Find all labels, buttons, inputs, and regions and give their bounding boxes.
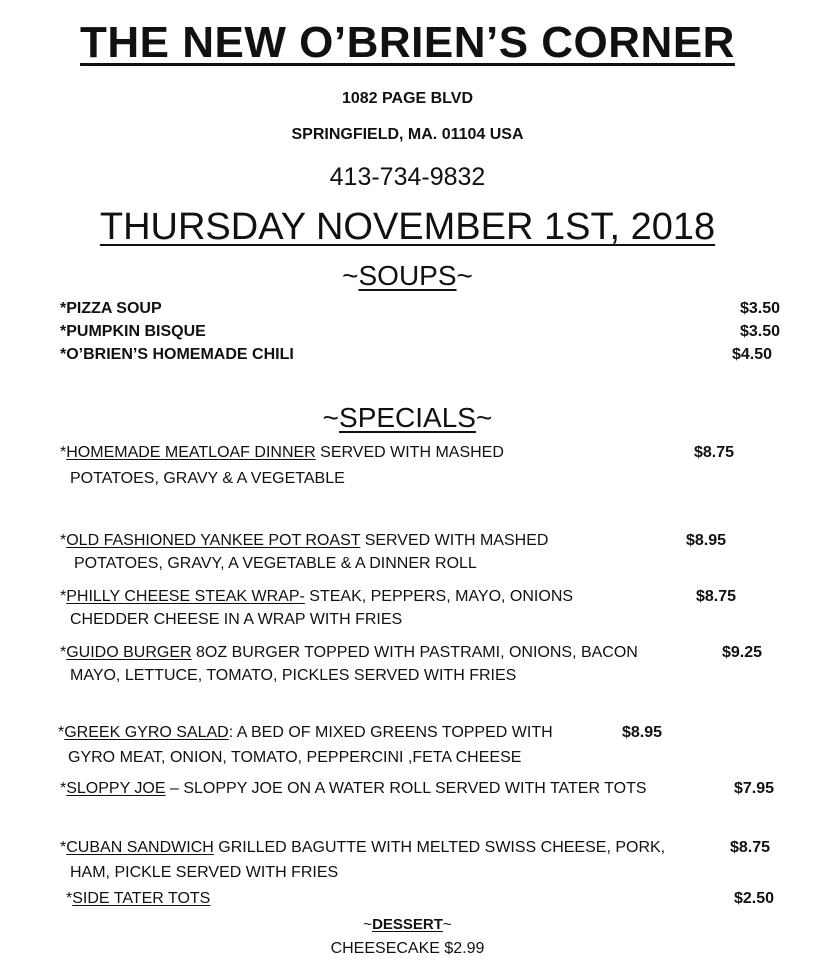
address-line-1: 1082 PAGE BLVD bbox=[341, 90, 473, 107]
special-price-5: $8.95 bbox=[622, 724, 663, 741]
special-item-7: *CUBAN SANDWICH GRILLED BAGUTTE WITH MELTED SWISS CHEESE, PORK, bbox=[60, 839, 666, 856]
special-price-4: $9.25 bbox=[722, 644, 763, 661]
special-price-6: $7.95 bbox=[734, 780, 775, 797]
special-price-7: $8.75 bbox=[730, 839, 771, 856]
soup-price-3: $4.50 bbox=[732, 346, 773, 363]
soups-heading: ~SOUPS~ bbox=[342, 260, 473, 291]
soup-name-3: *O’BRIEN’S HOMEMADE CHILI bbox=[60, 346, 294, 363]
soup-price-1: $3.50 bbox=[740, 300, 781, 317]
soup-price-2: $3.50 bbox=[740, 323, 781, 340]
special-price-8: $2.50 bbox=[734, 890, 775, 907]
special-price-1: $8.75 bbox=[694, 444, 735, 461]
dessert-item: CHEESECAKE $2.99 bbox=[330, 940, 485, 957]
phone-number: 413-734-9832 bbox=[329, 163, 486, 191]
special-price-3: $8.75 bbox=[696, 588, 737, 605]
special-desc-3: CHEDDER CHEESE IN A WRAP WITH FRIES bbox=[70, 611, 403, 628]
special-price-2: $8.95 bbox=[686, 532, 727, 549]
special-item-2: *OLD FASHIONED YANKEE POT ROAST SERVED WITH MASHED bbox=[60, 532, 549, 549]
special-desc-2: POTATOES, GRAVY, A VEGETABLE & A DINNER ROLL bbox=[74, 555, 477, 572]
special-item-4: *GUIDO BURGER 8OZ BURGER TOPPED WITH PASTRAMI, ONIONS, BACON bbox=[60, 644, 638, 661]
specials-heading: ~SPECIALS~ bbox=[322, 402, 493, 433]
special-item-1: *HOMEMADE MEATLOAF DINNER SERVED WITH MASHED bbox=[60, 444, 504, 461]
menu-title: THE NEW O’BRIEN’S CORNER bbox=[80, 18, 735, 67]
special-desc-5: GYRO MEAT, ONION, TOMATO, PEPPERCINI ,FETA CHEESE bbox=[68, 749, 522, 766]
special-desc-4: MAYO, LETTUCE, TOMATO, PICKLES SERVED WITH FRIES bbox=[70, 667, 517, 684]
menu-date: THURSDAY NOVEMBER 1ST, 2018 bbox=[99, 206, 716, 248]
special-desc-7: HAM, PICKLE SERVED WITH FRIES bbox=[70, 864, 339, 881]
special-desc-1: POTATOES, GRAVY & A VEGETABLE bbox=[70, 470, 345, 487]
soup-name-2: *PUMPKIN BISQUE bbox=[60, 323, 206, 340]
special-item-8: *SIDE TATER TOTS bbox=[66, 890, 211, 907]
special-item-3: *PHILLY CHEESE STEAK WRAP- STEAK, PEPPERS, MAYO, ONIONS bbox=[60, 588, 574, 605]
soup-name-1: *PIZZA SOUP bbox=[60, 300, 162, 317]
special-item-6: *SLOPPY JOE – SLOPPY JOE ON A WATER ROLL SERVED WITH TATER TOTS bbox=[60, 780, 647, 797]
address-line-2: SPRINGFIELD, MA. 01104 USA bbox=[291, 126, 524, 143]
special-item-5: *GREEK GYRO SALAD: A BED OF MIXED GREENS TOPPED WITH bbox=[58, 724, 553, 741]
dessert-heading: ~DESSERT~ bbox=[363, 916, 452, 933]
